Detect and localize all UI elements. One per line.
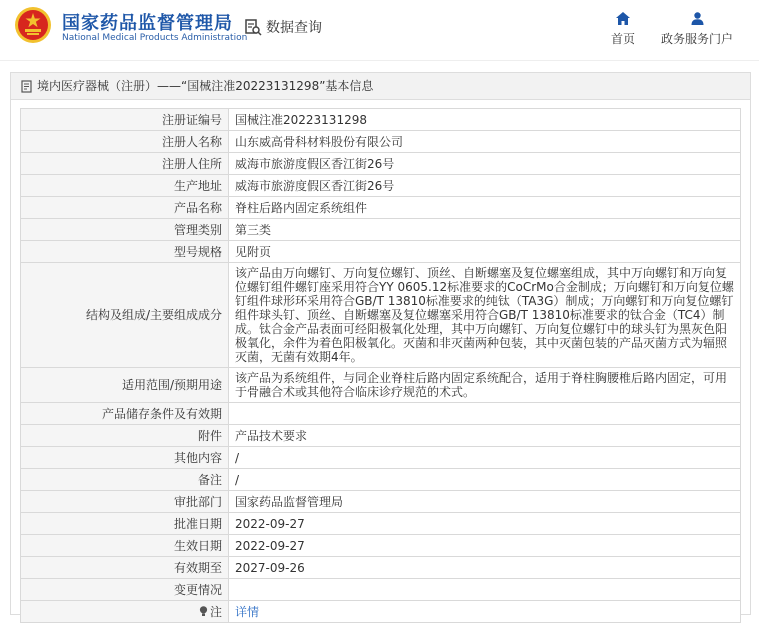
table-row — [21, 131, 741, 153]
note-value-cell — [229, 601, 741, 623]
document-search-icon — [244, 18, 262, 36]
row-value: 见附页 — [229, 241, 741, 263]
table-row — [21, 557, 741, 579]
row-label: 备注 — [21, 469, 229, 491]
row-value: 2027-09-26 — [229, 557, 741, 579]
data-query-link[interactable] — [244, 16, 322, 38]
row-value: 山东威高骨科材料股份有限公司 — [229, 131, 741, 153]
row-label: 注册证编号 — [21, 109, 229, 131]
table-row — [21, 535, 741, 557]
row-label: 适用范围/预期用途 — [21, 368, 229, 403]
nav-service-portal-label: 政务服务门户 — [661, 32, 734, 46]
panel-title: 境内医疗器械（注册）——“国械注准20223131298”基本信息 — [37, 79, 374, 93]
table-row — [21, 153, 741, 175]
home-icon — [616, 12, 630, 25]
row-value: / — [229, 447, 741, 469]
row-label: 生效日期 — [21, 535, 229, 557]
table-row — [21, 175, 741, 197]
row-label: 生产地址 — [21, 175, 229, 197]
detail-panel — [10, 72, 751, 619]
table-row — [21, 425, 741, 447]
table-row — [21, 219, 741, 241]
lightbulb-icon — [199, 606, 208, 617]
row-value: 2022-09-27 — [229, 513, 741, 535]
row-value — [229, 579, 741, 601]
table-row — [21, 263, 741, 368]
row-label: 结构及组成/主要组成成分 — [21, 263, 229, 368]
table-row — [21, 491, 741, 513]
info-table — [20, 108, 741, 623]
table-row — [21, 241, 741, 263]
data-query-label: 数据查询 — [266, 20, 322, 36]
row-value: 国家药品监督管理局 — [229, 491, 741, 513]
table-row — [21, 109, 741, 131]
details-link[interactable]: 详情 — [235, 604, 260, 619]
row-label: 变更情况 — [21, 579, 229, 601]
row-value: 威海市旅游度假区香江街26号 — [229, 175, 741, 197]
table-row — [21, 513, 741, 535]
panel-title-bar — [11, 73, 750, 100]
row-value — [229, 403, 741, 425]
row-label: 注册人住所 — [21, 153, 229, 175]
user-icon — [691, 12, 704, 25]
table-row — [21, 403, 741, 425]
document-icon — [21, 80, 33, 93]
row-value: 脊柱后路内固定系统组件 — [229, 197, 741, 219]
table-row — [21, 447, 741, 469]
table-row — [21, 579, 741, 601]
nav-service-portal[interactable] — [661, 10, 733, 47]
site-header — [0, 0, 759, 62]
row-label: 产品储存条件及有效期 — [21, 403, 229, 425]
row-label: 注 — [209, 604, 222, 619]
row-label: 审批部门 — [21, 491, 229, 513]
row-value: 国械注准20223131298 — [229, 109, 741, 131]
table-row — [21, 601, 741, 623]
row-value: / — [229, 469, 741, 491]
note-label-cell — [21, 601, 229, 623]
row-label: 附件 — [21, 425, 229, 447]
national-emblem-icon — [14, 6, 52, 44]
row-value: 威海市旅游度假区香江街26号 — [229, 153, 741, 175]
row-value: 2022-09-27 — [229, 535, 741, 557]
row-label: 注册人名称 — [21, 131, 229, 153]
nav-home-label: 首页 — [611, 32, 636, 46]
site-title: 国家药品监督管理局 — [62, 13, 233, 34]
row-label: 型号规格 — [21, 241, 229, 263]
row-label: 管理类别 — [21, 219, 229, 241]
row-label: 有效期至 — [21, 557, 229, 579]
table-row — [21, 197, 741, 219]
row-value: 第三类 — [229, 219, 741, 241]
row-value: 该产品由万向螺钉、万向复位螺钉、顶丝、自断螺塞及复位螺塞组成，其中万向螺钉和万向复位螺钉组件螺钉座采用符合YY 0605.12标准要求的CoCrMo合金制成；万向螺钉和万向复位螺钉组件球形环采用符合GB/T 13810标准要求的纯钛（TA3G）制成；万向螺钉和万向复位螺钉组件球头钉、顶丝、自断螺塞及复位螺塞采用符合GB/T 13810标准要求的钛合金（TC4）制成。钛合金产品表面可经阳极氧化处理，其中万向螺钉、万向复位螺钉中的球头钉为黑灰色阳极氧化，余件为着色阳极氧化。灭菌和非灭菌两种包装，其中灭菌包装的产品灭菌方式为辐照灭菌，无菌有效期4年。 — [229, 263, 741, 368]
table-row — [21, 469, 741, 491]
row-value: 产品技术要求 — [229, 425, 741, 447]
row-value: 该产品为系统组件，与同企业脊柱后路内固定系统配合，适用于脊柱胸腰椎后路内固定，可用于骨融合术或其他符合临床诊疗规范的术式。 — [229, 368, 741, 403]
row-label: 产品名称 — [21, 197, 229, 219]
info-table-wrap — [20, 108, 741, 623]
row-label: 批准日期 — [21, 513, 229, 535]
header-divider — [0, 60, 759, 61]
row-label: 其他内容 — [21, 447, 229, 469]
site-subtitle: National Medical Products Administration — [62, 33, 248, 43]
table-row — [21, 368, 741, 403]
nav-home[interactable] — [611, 10, 635, 47]
